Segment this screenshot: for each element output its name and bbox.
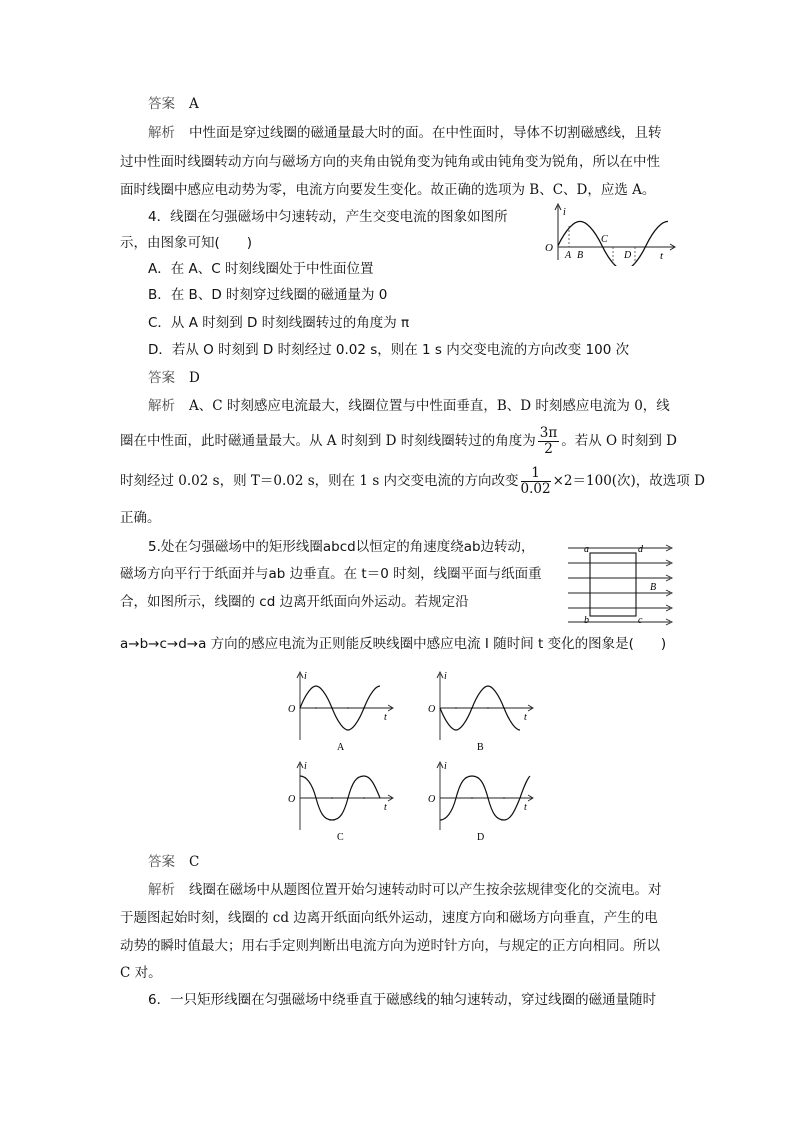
q5-analysis-line-1 [148,880,662,900]
graph-origin-label: O [545,242,553,254]
graph-t-label: t [384,802,387,813]
graph-i-label: i [444,671,447,682]
graph-i-label: i [304,671,307,682]
coil-d-label: d [638,544,643,555]
graph-origin-label: O [288,704,296,715]
q3-analysis-line-1 [148,123,662,143]
analysis-text: 线圈在磁场中从题图位置开始匀速转动时可以产生按余弦规律变化的交流电。对 [189,882,662,898]
q5-stem-line-2: 磁场方向平行于纸面并与ab 边垂直。在 t＝0 时刻，线圈平面与纸面重 [120,566,542,582]
graph-t-label: t [384,712,387,723]
q5-stem-line-4: a→b→c→d→a 方向的感应电流为正则能反映线圈中感应电流 I 随时间 t 变化的图象是( ) [120,636,667,652]
analysis-text: 。若从 O 时刻到 D [561,433,677,449]
q4-option-a: A．在 A、C 时刻线圈处于中性面位置 [148,261,374,277]
field-B-label: B [650,582,657,593]
q4-current-graph [538,200,678,266]
fraction-numerator: 3π [539,425,558,441]
answer-label: 答案 [148,854,175,870]
fraction-numerator: 1 [521,466,551,482]
choice-label: A [337,742,345,753]
answer-label: 答案 [148,96,175,112]
q4-analysis-line-4: 正确。 [120,510,161,526]
q6-stem-line-1: 6．一只矩形线圈在匀强磁场中绕垂直于磁感线的轴匀速转动，穿过线圈的磁通量随时 [148,992,657,1008]
q4-option-c: C．从 A 时刻到 D 时刻线圈转过的角度为 π [148,315,410,331]
fraction-denominator: 2 [544,441,553,457]
analysis-text: 时刻经过 0.02 s，则 T＝0.02 s，则在 1 s 内交变电流的方向改变 [120,473,519,489]
choice-graph-d [424,758,536,844]
analysis-text: ×2＝100(次)，故选项 D [552,473,705,489]
graph-A-label: A [565,250,572,261]
fraction-denominator: 0.02 [520,481,551,497]
graph-origin-label: O [288,794,296,805]
coil-b-label: b [584,615,589,626]
q4-analysis-line-1 [148,396,670,416]
q5-stem-line-3: 合，如图所示，线圈的 cd 边离开纸面向外运动。若规定沿 [120,594,469,610]
q4-analysis-line-2 [120,426,677,457]
q4-stem-line-2: 示，由图象可知( ) [120,235,253,251]
fraction-3pi-over-2 [538,426,559,457]
fraction-1-over-0.02 [521,466,551,497]
graph-B-label: B [577,250,584,261]
q5-analysis-line-4: C 对。 [120,965,162,981]
q3-answer-line [148,94,199,114]
analysis-label: 解析 [148,882,175,898]
choice-graph-b [424,668,536,754]
q4-analysis-line-3 [120,466,705,497]
graph-C-label: C [601,234,608,245]
graph-i-label: i [563,207,566,218]
q3-analysis-line-2: 过中性面时线圈转动方向与磁场方向的夹角由锐角变为钝角或由钝角变为锐角，所以在中性 [120,154,660,170]
coil-c-label: c [638,615,643,626]
coil-a-label: a [584,544,589,555]
choice-label: C [337,832,344,843]
graph-t-label: t [660,250,664,262]
q5-coil-diagram [566,540,676,628]
analysis-text: 圈在中性面，此时磁通量最大。从 A 时刻到 D 时刻线圈转过的角度为 [120,433,536,449]
q4-stem-line-1: 4．线圈在匀强磁场中匀速转动，产生交变电流的图象如图所 [148,209,508,225]
choice-label: B [477,742,484,753]
graph-D-label: D [624,250,632,261]
q4-option-d: D．若从 O 时刻到 D 时刻经过 0.02 s，则在 1 s 内交变电流的方向改变 100 次 [148,342,630,358]
graph-origin-label: O [428,794,436,805]
q5-analysis-line-2: 于题图起始时刻，线圈的 cd 边离开纸面向纸外运动，速度方向和磁场方向垂直，产生的电 [120,910,658,926]
graph-t-label: t [524,802,527,813]
analysis-text: 中性面是穿过线圈的磁通量最大时的面。在中性面时，导体不切割磁感线，且转 [189,125,662,141]
answer-label: 答案 [148,370,175,386]
answer-value: C [189,854,200,870]
answer-value: D [189,370,200,386]
graph-t-label: t [524,712,527,723]
q5-choice-graphs [282,662,538,844]
q5-stem-line-1: 5.处在匀强磁场中的矩形线圈abcd以恒定的角速度绕ab边转动， [148,539,535,555]
q4-option-b: B．在 B、D 时刻穿过线圈的磁通量为 0 [148,287,388,303]
q5-answer-line [148,852,199,872]
graph-i-label: i [444,761,447,772]
analysis-label: 解析 [148,398,175,414]
graph-i-label: i [304,761,307,772]
q5-analysis-line-3: 动势的瞬时值最大；用右手定则判断出电流方向为逆时针方向，与规定的正方向相同。所以 [120,938,660,954]
choice-label: D [477,832,485,843]
q4-answer-line [148,368,200,388]
analysis-label: 解析 [148,125,175,141]
choice-graph-c [284,758,396,844]
graph-origin-label: O [428,704,436,715]
choice-graph-a [284,668,396,754]
q3-analysis-line-3: 面时线圈中感应电动势为零，电流方向要发生变化。故正确的选项为 B、C、D，应选 A。 [120,182,656,198]
analysis-text: A、C 时刻感应电流最大，线圈位置与中性面垂直，B、D 时刻感应电流为 0，线 [189,398,670,414]
answer-value: A [189,96,199,112]
